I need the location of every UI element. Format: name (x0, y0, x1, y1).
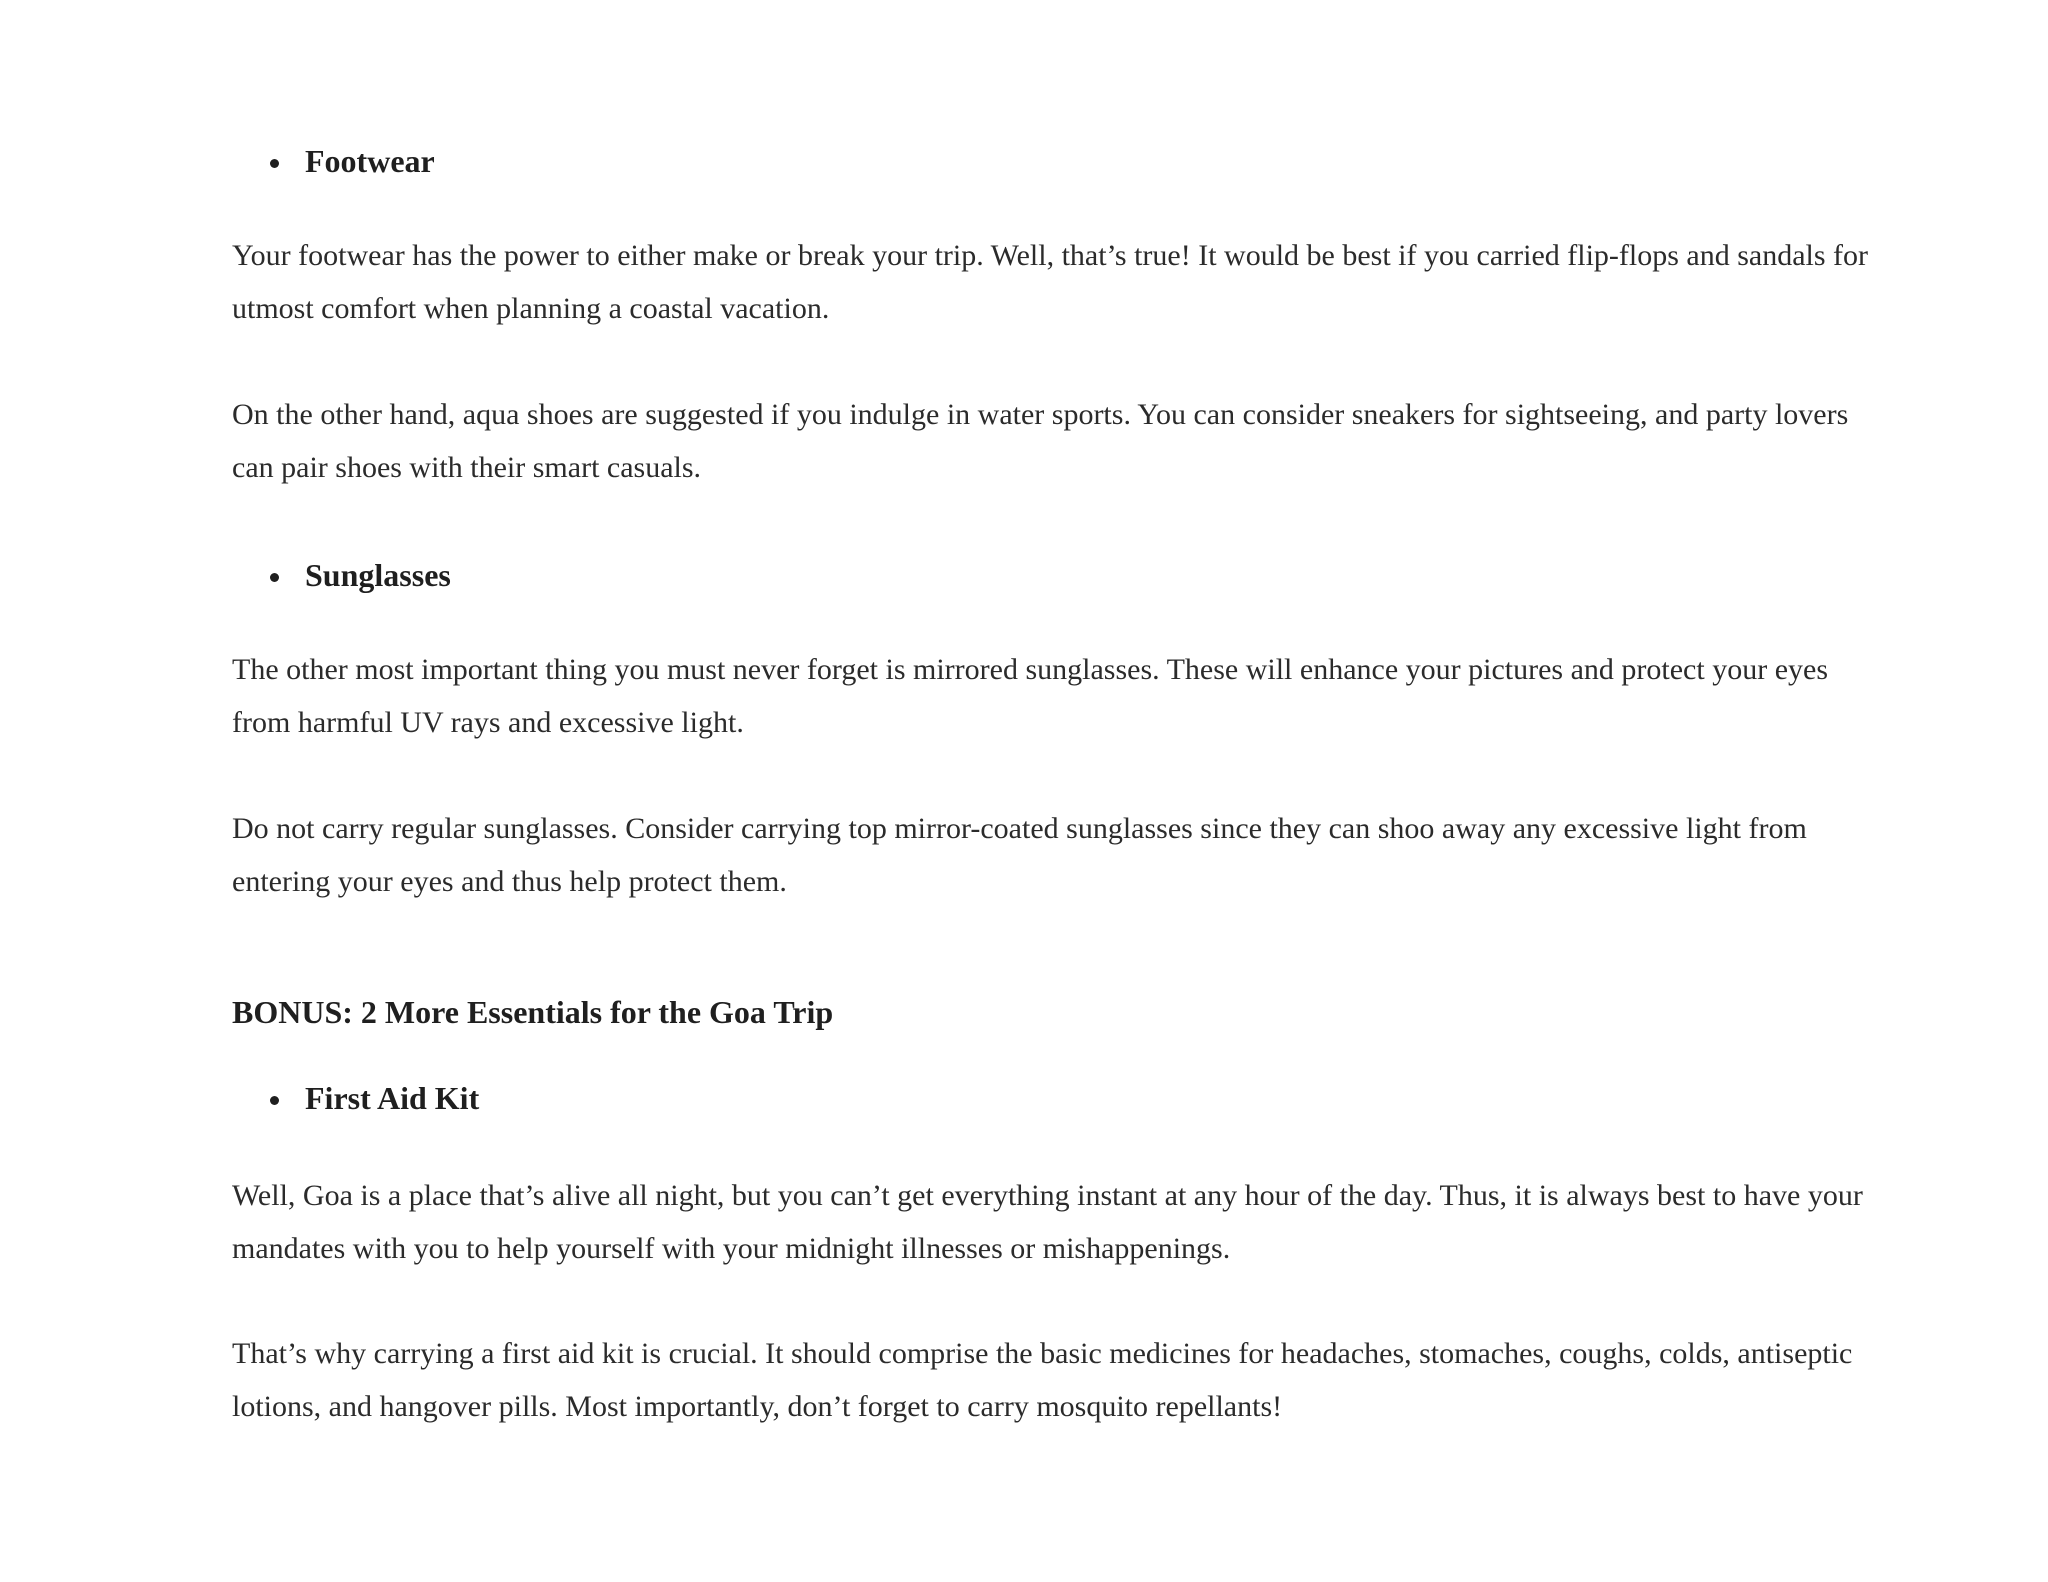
paragraph: Well, Goa is a place that’s alive all night, but you can’t get everything instant at any hour of the day. Thus, it is always best to have your mandates with you to help yourself with your midnight illnesses or mishappenings. (232, 1179, 1863, 1265)
paragraph: Your footwear has the power to either make or break your trip. Well, that’s true! It would be best if you carried flip-flops and sandals for utmost comfort when planning a coastal vacation. (232, 239, 1869, 325)
paragraph: The other most important thing you must never forget is mirrored sunglasses. These will enhance your pictures and protect your eyes from harmful UV rays and excessive light. (232, 653, 1829, 739)
item-heading: First Aid Kit (305, 1080, 480, 1116)
paragraph: That’s why carrying a first aid kit is crucial. It should comprise the basic medicines for headaches, stomaches, coughs, colds, antiseptic lotions, and hangover pills. Most importantly, don’t forget to carry mosquito repellants! (232, 1337, 1853, 1423)
bullet-dot-icon (270, 573, 279, 582)
bullet-dot-icon (270, 159, 279, 168)
section-heading: BONUS: 2 More Essentials for the Goa Trip (232, 994, 834, 1030)
item-heading: Sunglasses (305, 557, 451, 593)
paragraph: On the other hand, aqua shoes are suggested if you indulge in water sports. You can consider sneakers for sightseeing, and party lovers can pair shoes with their smart casuals. (232, 398, 1849, 484)
item-heading: Footwear (305, 143, 435, 179)
bullet-dot-icon (270, 1096, 279, 1105)
paragraph: Do not carry regular sunglasses. Consider carrying top mirror-coated sunglasses since they can shoo away any excessive light from entering your eyes and thus help protect them. (232, 812, 1807, 898)
